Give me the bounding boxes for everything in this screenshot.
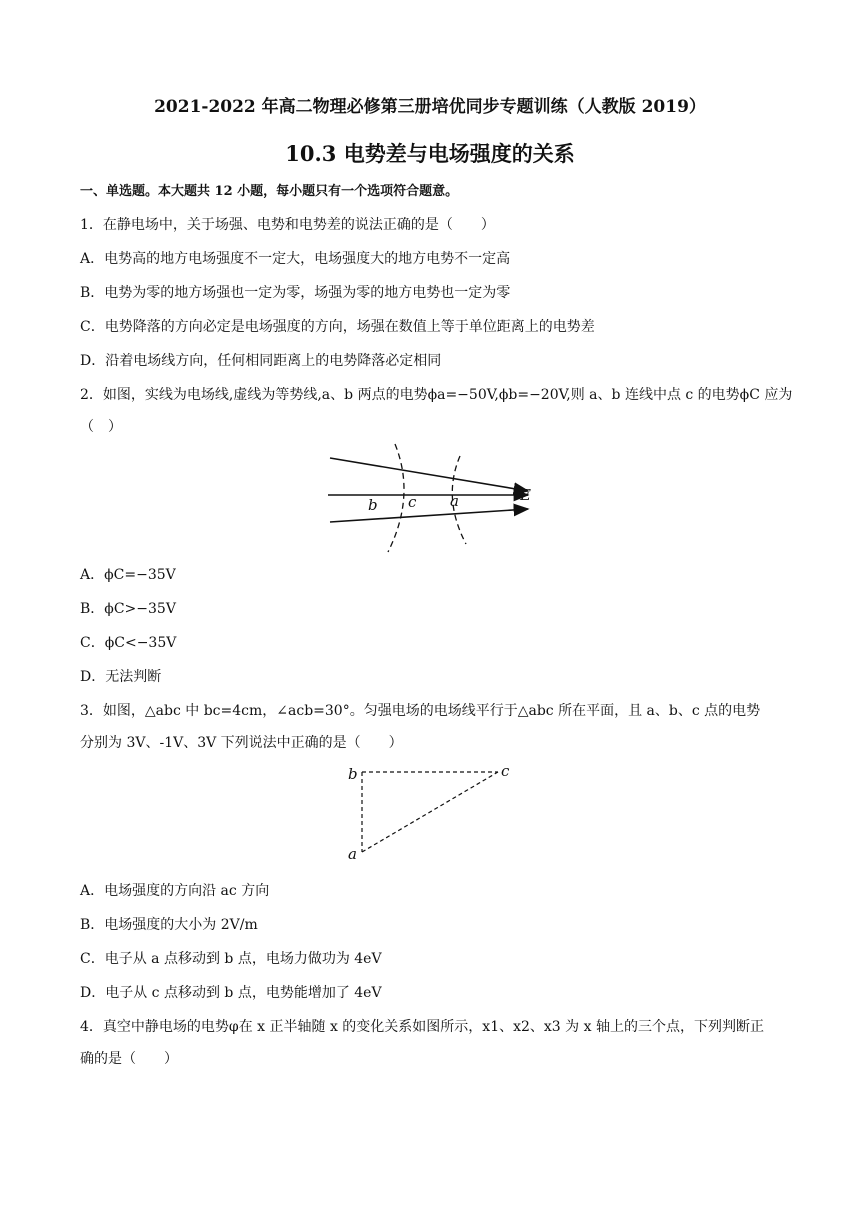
equipotential-line-left [388, 444, 404, 552]
vertex-c-label: c [501, 762, 510, 780]
q1-option-c: C．电势降落的方向必定是电场强度的方向，场强在数值上等于单位距离上的电势差 [80, 319, 595, 335]
point-c-label: c [408, 493, 417, 511]
triangle-figure [340, 760, 520, 866]
q3-stem-line1: 3．如图，△abc 中 bc=4cm，∠acb=30°。匀强电场的电场线平行于△abc 所在平面，且 a、b、c 点的电势 [80, 703, 761, 719]
q1-option-d: D．沿着电场线方向，任何相同距离上的电势降落必定相同 [80, 353, 442, 369]
q1-stem: 1．在静电场中，关于场强、电势和电势差的说法正确的是（ ） [80, 217, 495, 233]
q3-option-d: D．电子从 c 点移动到 b 点，电势能增加了 4eV [80, 985, 382, 1001]
q2-option-b: B．ϕC>−35V [80, 601, 176, 617]
field-line-top [330, 458, 528, 491]
vertex-b-label: b [348, 765, 358, 783]
q2-stem-line1: 2．如图，实线为电场线,虚线为等势线,a、b 两点的电势ϕa=−50V,ϕb=−20V,则 a、b 连线中点 c 的电势ϕC 应为 [80, 387, 793, 403]
side-ac [362, 772, 498, 852]
q4-stem-line1: 4．真空中静电场的电势φ在 x 正半轴随 x 的变化关系如图所示，x1、x2、x3 为 x 轴上的三个点，下列判断正 [80, 1019, 764, 1035]
vertex-a-label: a [348, 845, 357, 863]
q2-option-c: C．ϕC<−35V [80, 635, 177, 651]
q2-stem-line2: （ ） [80, 419, 122, 435]
q3-option-b: B．电场强度的大小为 2V/m [80, 917, 258, 933]
q4-stem-line2: 确的是（ ） [80, 1051, 178, 1067]
field-e-label: E [520, 486, 531, 504]
field-line-bottom [330, 509, 528, 522]
electric-field-figure [320, 440, 550, 558]
section-heading: 一、单选题。本大题共 12 小题，每小题只有一个选项符合题意。 [80, 184, 459, 199]
q1-option-b: B．电势为零的地方场强也一定为零，场强为零的地方电势也一定为零 [80, 285, 511, 301]
lesson-title: 10.3 电势差与电场强度的关系 [285, 141, 575, 166]
q3-option-a: A．电场强度的方向沿 ac 方向 [80, 883, 270, 899]
q3-option-c: C．电子从 a 点移动到 b 点，电场力做功为 4eV [80, 951, 382, 967]
q2-option-a: A．ϕC=−35V [80, 567, 176, 583]
series-title: 2021-2022 年高二物理必修第三册培优同步专题训练（人教版 2019） [154, 97, 706, 117]
q2-option-d: D．无法判断 [80, 669, 162, 685]
point-b-label: b [368, 496, 378, 514]
q3-stem-line2: 分别为 3V、-1V、3V 下列说法中正确的是（ ） [80, 735, 403, 751]
point-a-label: a [450, 492, 459, 510]
q1-option-a: A．电势高的地方电场强度不一定大，电场强度大的地方电势不一定高 [80, 251, 511, 267]
